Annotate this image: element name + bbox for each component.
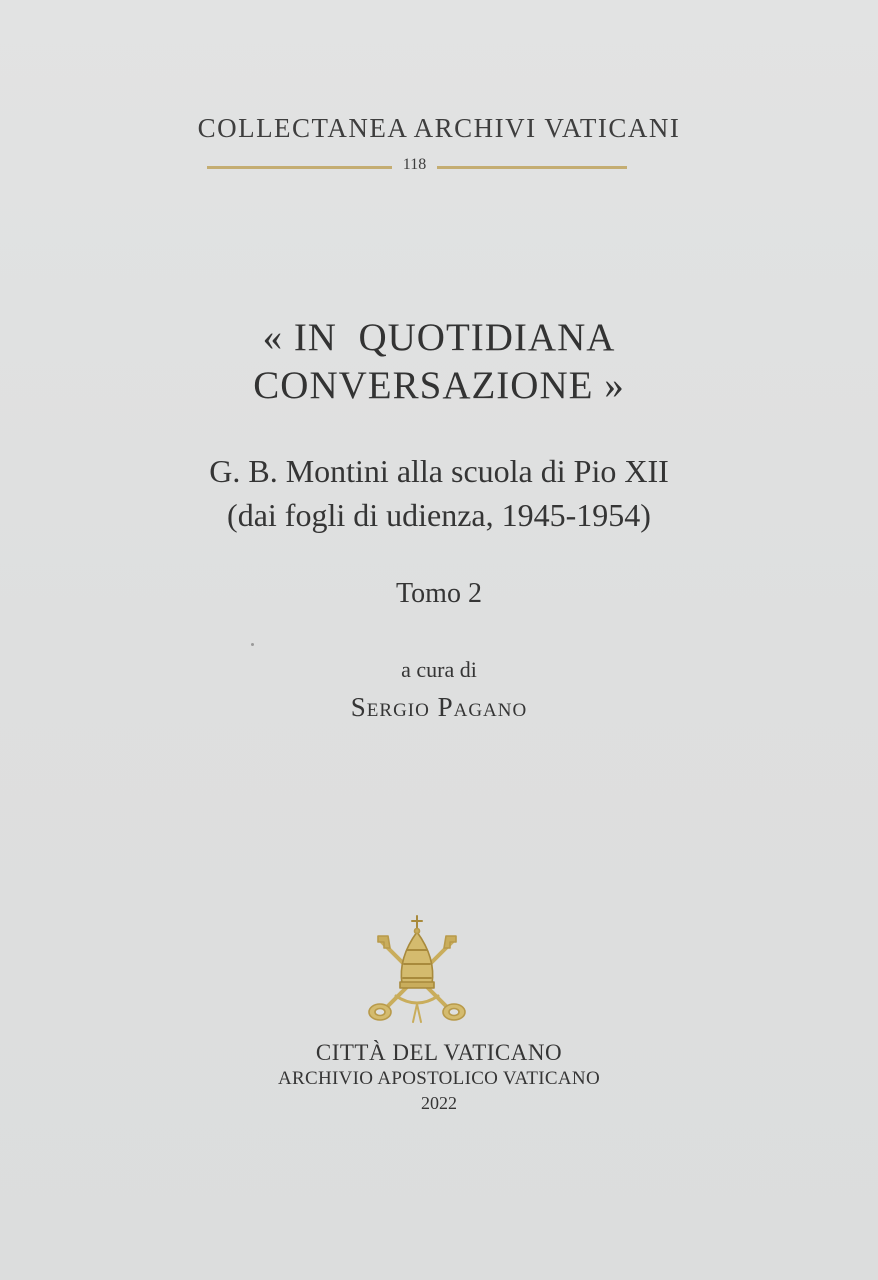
main-title: [0, 314, 878, 410]
publisher-name: ARCHIVIO APOSTOLICO VATICANO: [278, 1068, 600, 1089]
editor-label: a cura di: [401, 657, 477, 682]
subtitle-line-2: (dai fogli di udienza, 1945-1954): [227, 497, 651, 533]
editor-name: Sergio Pagano: [350, 692, 528, 722]
series-title: COLLECTANEA ARCHIVI VATICANI: [197, 113, 681, 143]
subtitle: [0, 449, 878, 537]
publisher-place: CITTÀ DEL VATICANO: [315, 1040, 563, 1065]
rule-line-left: [207, 166, 392, 169]
volume-label: Tomo 2: [396, 578, 482, 609]
publication-year: 2022: [421, 1093, 457, 1113]
main-title-line-1: « IN QUOTIDIANA: [262, 316, 616, 359]
papal-coat-of-arms-icon: [366, 912, 468, 1028]
main-title-line-2: CONVERSAZIONE »: [253, 364, 625, 407]
series-number: 118: [402, 156, 427, 173]
paper-speck: [251, 643, 254, 646]
series-rule: [0, 156, 878, 178]
rule-line-right: [437, 166, 627, 169]
subtitle-line-1: G. B. Montini alla scuola di Pio XII: [209, 453, 669, 489]
